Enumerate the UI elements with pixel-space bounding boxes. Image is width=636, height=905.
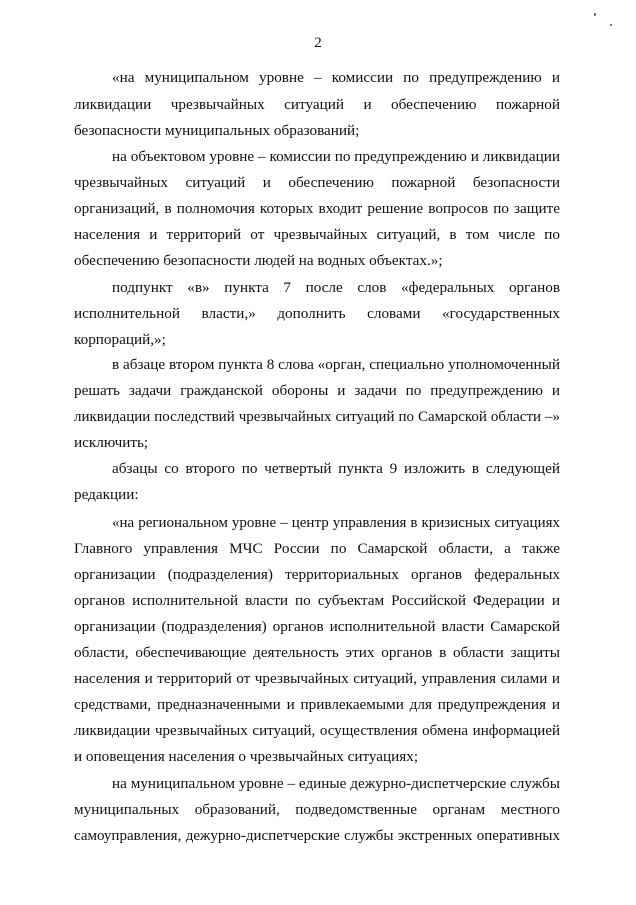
text-line: ликвидации последствий чрезвычайных ситуаций по Самарской области –» [74,409,560,425]
text-line: органов исполнительной власти по субъектам Российской Федерации и [74,592,560,609]
text-line: самоуправления, дежурно-диспетчерские службы экстренных оперативных [74,828,560,844]
text-line: организаций, в полномочия которых входит решение вопросов по защите [74,200,560,217]
text-line: на муниципальном уровне – единые дежурно-диспетчерские службы [112,775,560,792]
scan-speck [594,13,596,16]
text-line: и оповещения населения о чрезвычайных ситуациях; [74,748,419,765]
text-line: безопасности муниципальных образований; [74,122,360,139]
text-line: редакции: [74,486,139,503]
text-line: организации (подразделения) органов исполнительной власти Самарской [74,618,560,635]
text-line: исключить; [74,434,149,451]
text-line: в абзаце втором пункта 8 слова «орган, специально уполномоченный [112,356,560,373]
text-line: ликвидации чрезвычайных ситуаций, осуществления обмена информацией [74,723,560,739]
text-line: на объектовом уровне – комиссии по предупреждению и ликвидации [112,148,560,165]
text-line: населения и территорий от чрезвычайных ситуаций, управления силами и [74,670,560,687]
text-line: чрезвычайных ситуаций и обеспечению пожарной безопасности [74,174,560,191]
scan-speck [610,24,612,26]
text-line: муниципальных образований, подведомственные органам местного [74,801,560,818]
text-line: решать задачи гражданской обороны и задачи по предупреждению и [74,382,560,399]
text-line: ликвидации чрезвычайных ситуаций и обеспечению пожарной [74,96,560,113]
text-line: корпораций,»; [74,331,166,348]
text-line: подпункт «в» пункта 7 после слов «федеральных органов [112,279,560,296]
text-line: исполнительной власти,» дополнить словами «государственных [74,305,560,322]
text-line: области, обеспечивающие деятельность этих органов в области защиты [74,644,560,661]
text-line: средствами, предназначенными и привлекаемыми для предупреждения и [74,696,560,713]
text-line: организации (подразделения) территориальных органов федеральных [74,566,560,583]
text-line: Главного управления МЧС России по Самарской области, а также [74,540,560,557]
page-number: 2 [314,35,322,51]
text-line: абзацы со второго по четвертый пункта 9 изложить в следующей [112,460,560,477]
text-line: «на муниципальном уровне – комиссии по предупреждению и [112,69,560,86]
text-line: обеспечению безопасности людей на водных объектах.»; [74,252,443,269]
text-line: «на региональном уровне – центр управления в кризисных ситуациях [112,515,560,531]
text-line: населения и территорий от чрезвычайных ситуаций, в том числе по [74,226,560,243]
